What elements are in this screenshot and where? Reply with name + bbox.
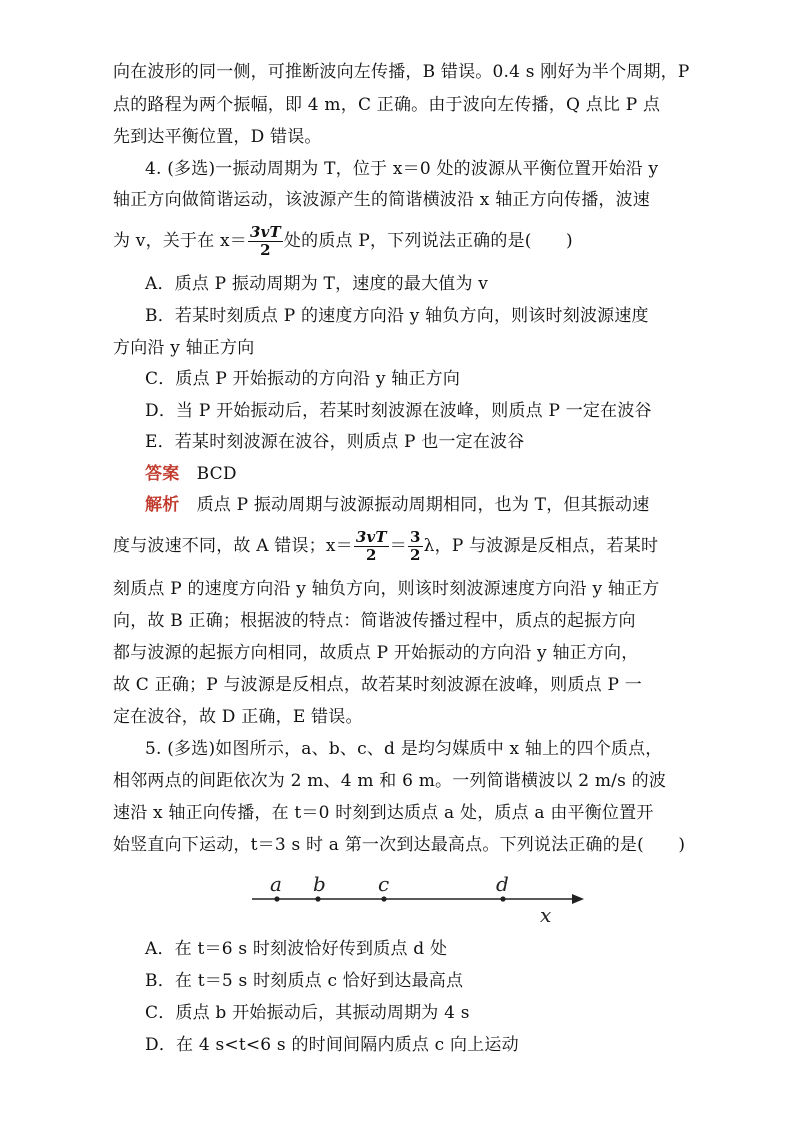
q5-stem-line-4: 始竖直向下运动，t＝3 s 时 a 第一次到达最高点。下列说法正确的是( ) <box>113 835 686 855</box>
answer-label: 答案 <box>145 464 180 484</box>
analysis-fraction-1-denominator: 2 <box>366 546 377 564</box>
axis-x-label: x <box>540 903 552 927</box>
point-d-dot <box>500 896 505 901</box>
analysis-fraction-2-numerator: 3 <box>410 528 421 546</box>
q4-option-e: E．若某时刻波源在波谷，则质点 P 也一定在波谷 <box>145 432 525 452</box>
q5-stem-line-3: 速沿 x 轴正向传播，在 t＝0 时刻到达质点 a 处，质点 a 由平衡位置开 <box>113 803 654 823</box>
point-b-dot <box>315 896 320 901</box>
q4-analysis-line-1 <box>145 494 725 516</box>
q4-stem-line-3 <box>113 221 693 261</box>
q4-stem-line-3-pre: 为 v，关于在 x＝ <box>113 231 247 251</box>
q4-analysis-line-3: 刻质点 P 的速度方向沿 y 轴负方向，则该时刻波源速度方向沿 y 轴正方 <box>113 579 660 599</box>
q4-fraction-denominator: 2 <box>260 241 271 259</box>
answer-value: BCD <box>196 464 237 484</box>
analysis-fraction-1-numerator: 3vT <box>355 528 387 546</box>
q5-stem-line-1: 5. (多选)如图所示，a、b、c、d 是均匀媒质中 x 轴上的四个质点， <box>145 739 663 759</box>
q5-option-d: D．在 4 s<t<6 s 的时间间隔内质点 c 向上运动 <box>145 1035 519 1055</box>
point-c-label: c <box>378 872 390 896</box>
intro-line-1: 向在波形的同一侧，可推断波向左传播，B 错误。0.4 s 刚好为半个周期，P <box>113 62 690 82</box>
analysis-label: 解析 <box>145 495 180 515</box>
analysis-text-1: 质点 P 振动周期与波源振动周期相同，也为 T，但其振动速 <box>196 495 650 515</box>
q4-analysis-line-5: 都与波源的起振方向相同，故质点 P 开始振动的方向沿 y 轴正方向， <box>113 643 639 663</box>
analysis-line-2-pre: 度与波速不同，故 A 错误；x＝ <box>113 536 353 556</box>
q5-stem-line-2: 相邻两点的间距依次为 2 m、4 m 和 6 m。一列简谐横波以 2 m/s 的波 <box>113 771 667 791</box>
point-d-label: d <box>496 872 509 896</box>
analysis-line-2-post: λ，P 与波源是反相点，若某时 <box>423 536 659 556</box>
q4-fraction <box>248 224 283 259</box>
x-axis-arrow <box>572 894 584 904</box>
q5-option-a: A．在 t＝6 s 时刻波恰好传到质点 d 处 <box>145 939 448 959</box>
point-c-dot <box>381 896 386 901</box>
analysis-fraction-2-denominator: 2 <box>410 546 421 564</box>
q5-option-c: C．质点 b 开始振动后，其振动周期为 4 s <box>145 1003 470 1023</box>
point-a-label: a <box>270 872 282 896</box>
q4-stem-line-2: 轴正方向做简谐运动，该波源产生的简谐横波沿 x 轴正方向传播，波速 <box>113 190 650 210</box>
analysis-fraction-1 <box>354 529 389 564</box>
q4-option-b: B．若某时刻质点 P 的速度方向沿 y 轴负方向，则该时刻波源速度 <box>145 306 649 326</box>
q4-answer-line <box>145 463 725 485</box>
x-axis-figure <box>246 866 592 930</box>
q4-option-a: A．质点 P 振动周期为 T，速度的最大值为 v <box>145 274 489 294</box>
analysis-equals: ＝ <box>389 536 407 556</box>
point-b-label: b <box>313 872 326 896</box>
q4-option-b-cont: 方向沿 y 轴正方向 <box>113 338 255 358</box>
intro-line-2: 点的路程为两个振幅，即 4 m，C 正确。由于波向左传播，Q 点比 P 点 <box>113 95 661 115</box>
q4-analysis-line-4: 向，故 B 正确；根据波的特点：简谐波传播过程中，质点的起振方向 <box>113 611 636 631</box>
q4-analysis-line-2 <box>113 526 693 566</box>
q4-analysis-line-7: 定在波谷，故 D 正确，E 错误。 <box>113 707 363 727</box>
point-a-dot <box>274 896 279 901</box>
q4-fraction-numerator: 3vT <box>250 223 281 241</box>
analysis-fraction-2 <box>408 529 423 564</box>
q4-stem-line-1: 4. (多选)一振动周期为 T，位于 x＝0 处的波源从平衡位置开始沿 y <box>145 159 659 179</box>
q4-option-c: C．质点 P 开始振动的方向沿 y 轴正方向 <box>145 369 461 389</box>
q5-option-b: B．在 t＝5 s 时刻质点 c 恰好到达最高点 <box>145 971 464 991</box>
q4-analysis-line-6: 故 C 正确；P 与波源是反相点，故若某时刻波源在波峰，则质点 P 一 <box>113 675 642 695</box>
intro-line-3: 先到达平衡位置，D 错误。 <box>113 127 322 147</box>
q4-option-d: D．当 P 开始振动后，若某时刻波源在波峰，则质点 P 一定在波谷 <box>145 401 652 421</box>
q4-stem-line-3-post: 处的质点 P，下列说法正确的是( ) <box>283 231 573 251</box>
